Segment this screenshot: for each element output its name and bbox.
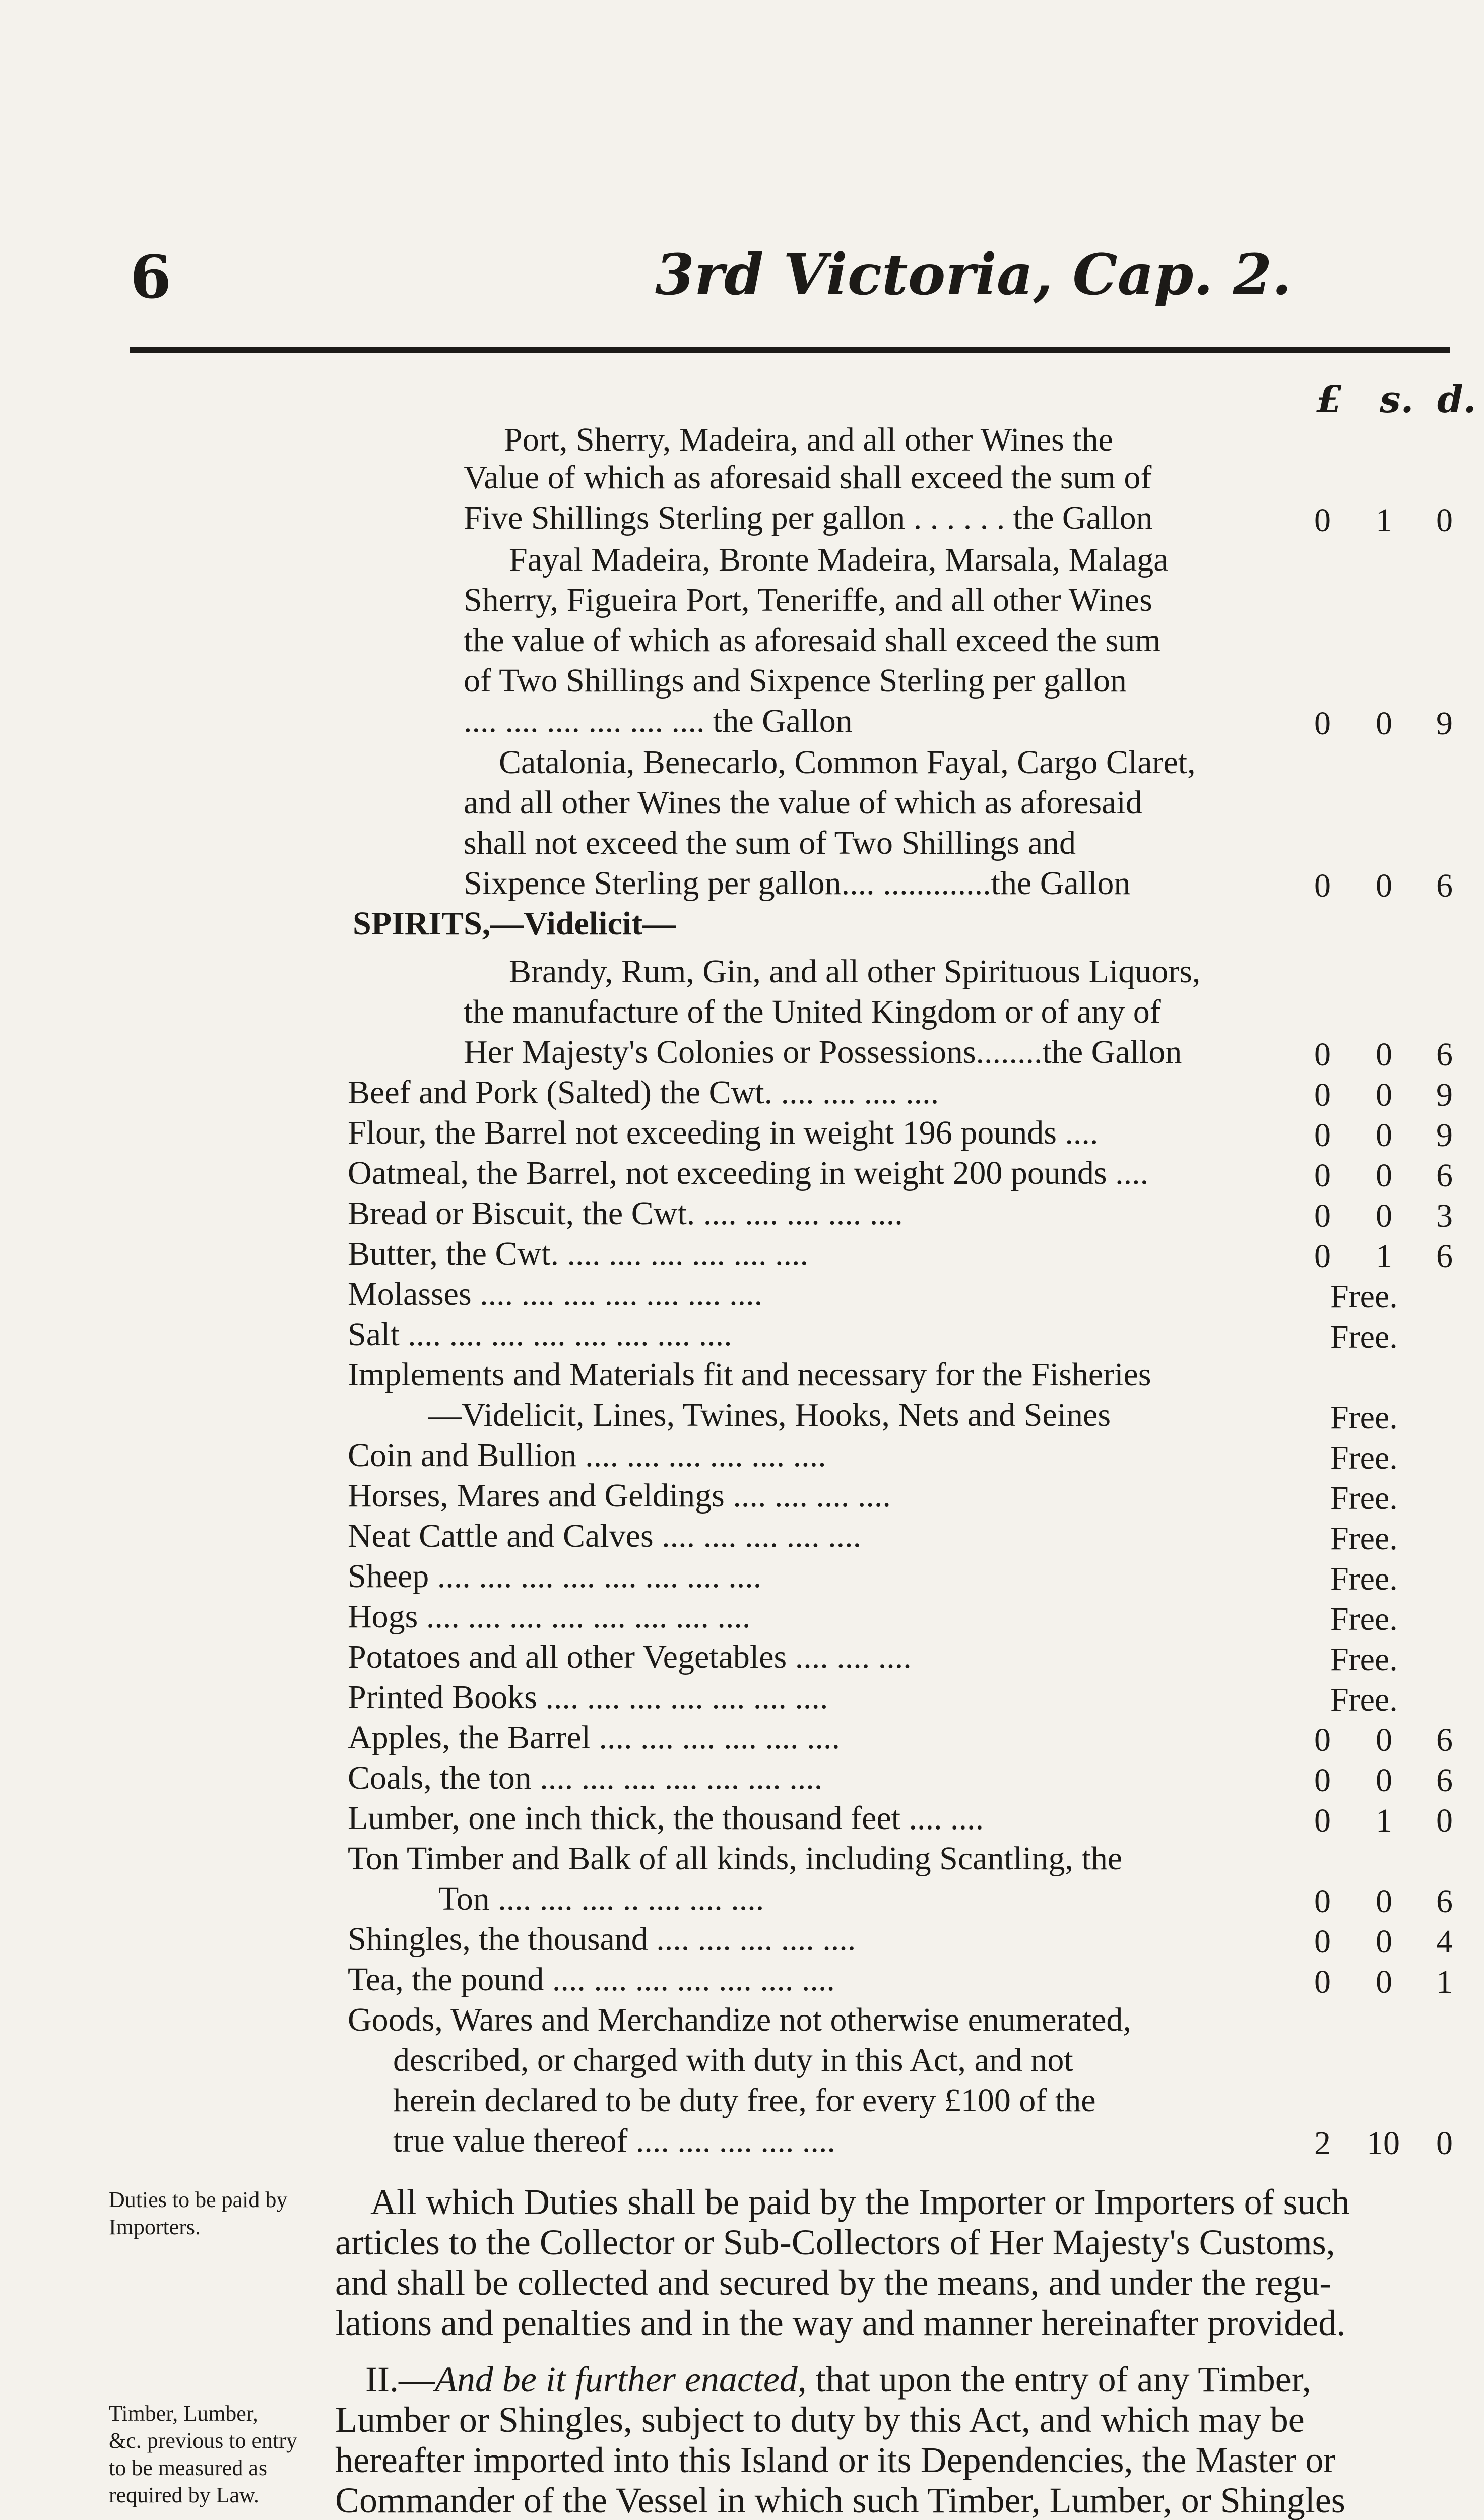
tariff-text: Value of which as aforesaid shall exceed the sum of	[464, 459, 1152, 496]
pence-value: 9	[1436, 1077, 1453, 1113]
tariff-text: Horses, Mares and Geldings .... .... .... ....	[348, 1477, 891, 1514]
pence-value: 1	[1436, 1964, 1453, 2000]
paragraph-line: articles to the Collector or Sub-Collectors of Her Majesty's Customs,	[335, 2222, 1335, 2262]
shillings-value: 1	[1376, 1802, 1392, 1839]
free-value: Free.	[1330, 1278, 1398, 1315]
pence-value: 6	[1436, 867, 1453, 904]
paragraph-line: All which Duties shall be paid by the Importer or Importers of such	[370, 2182, 1350, 2222]
tariff-text: Sheep .... .... .... .... .... .... .... ....	[348, 1558, 762, 1595]
tariff-text: Ton Timber and Balk of all kinds, including Scantling, the	[348, 1840, 1123, 1877]
shillings-value: 0	[1376, 1077, 1392, 1113]
shillings-value: 0	[1376, 1722, 1392, 1758]
tariff-text: Neat Cattle and Calves .... .... .... .... ....	[348, 1518, 862, 1554]
pounds-value: 0	[1314, 1923, 1331, 1960]
paragraph-line: Lumber or Shingles, subject to duty by this Act, and which may be	[335, 2400, 1305, 2440]
pence-value: 6	[1436, 1883, 1453, 1920]
pence-column-header: d.	[1437, 378, 1476, 421]
pounds-value: 0	[1314, 1238, 1331, 1275]
pence-value: 6	[1436, 1722, 1453, 1758]
tariff-text: Brandy, Rum, Gin, and all other Spirituous Liquors,	[509, 953, 1201, 990]
tariff-text: described, or charged with duty in this Act, and not	[393, 2042, 1073, 2078]
free-value: Free.	[1330, 1641, 1398, 1678]
shillings-value: 1	[1376, 1238, 1392, 1275]
margin-note-line: required by Law.	[109, 2483, 260, 2507]
tariff-text: the value of which as aforesaid shall exceed the sum	[464, 622, 1161, 659]
shillings-value: 0	[1376, 1117, 1392, 1154]
tariff-text: Her Majesty's Colonies or Possessions........the Gallon	[464, 1034, 1182, 1070]
tariff-text: Beef and Pork (Salted) the Cwt. .... .... .... ....	[348, 1074, 939, 1111]
paragraph-line: Commander of the Vessel in which such Timber, Lumber, or Shingles	[335, 2480, 1345, 2520]
pounds-value: 0	[1314, 1722, 1331, 1758]
paragraph-line: lations and penalties and in the way and manner hereinafter provided.	[335, 2303, 1346, 2343]
tariff-text: Flour, the Barrel not exceeding in weight 196 pounds ....	[348, 1114, 1099, 1151]
paragraph-first-line	[365, 2359, 1311, 2401]
tariff-text: Tea, the pound .... .... .... .... .... .... ....	[348, 1961, 835, 1998]
pounds-value: 0	[1314, 1762, 1331, 1799]
tariff-text: herein declared to be duty free, for every £100 of the	[393, 2082, 1096, 2119]
pounds-value: 0	[1314, 1117, 1331, 1154]
tariff-text: Hogs .... .... .... .... .... .... .... ....	[348, 1598, 751, 1635]
margin-note-line: Importers.	[109, 2215, 201, 2239]
shillings-column-header: s.	[1380, 378, 1414, 421]
header-rule	[130, 347, 1450, 353]
tariff-text: Shingles, the thousand .... .... .... .... ....	[348, 1921, 856, 1958]
tariff-text: Butter, the Cwt. .... .... .... .... .... ....	[348, 1235, 808, 1272]
tariff-text: true value thereof .... .... .... .... ....	[393, 2122, 835, 2159]
free-value: Free.	[1330, 1681, 1398, 1718]
margin-note-line: &c. previous to entry	[109, 2428, 297, 2453]
pence-value: 6	[1436, 1762, 1453, 1799]
margin-note-line: to be measured as	[109, 2455, 267, 2480]
free-value: Free.	[1330, 1560, 1398, 1597]
pounds-value: 2	[1314, 2125, 1331, 2162]
tariff-text: Printed Books .... .... .... .... .... .... ....	[348, 1679, 828, 1716]
shillings-value: 0	[1376, 1923, 1392, 1960]
pounds-value: 0	[1314, 502, 1331, 539]
margin-note-line: Timber, Lumber,	[109, 2401, 259, 2426]
tariff-text: .... .... .... .... .... .... the Gallon	[464, 703, 853, 739]
tariff-text: Coin and Bullion .... .... .... .... .... ....	[348, 1437, 826, 1474]
enactment-phrase: And be it further enacted,	[434, 2359, 807, 2400]
tariff-text: of Two Shillings and Sixpence Sterling per gallon	[464, 662, 1127, 699]
tariff-text: Oatmeal, the Barrel, not exceeding in weight 200 pounds ....	[348, 1155, 1149, 1191]
tariff-text: SPIRITS,—Videlicit—	[353, 905, 676, 942]
shillings-value: 1	[1376, 502, 1392, 539]
paragraph-text: that upon the entry of any Timber,	[806, 2359, 1311, 2400]
shillings-value: 0	[1376, 1762, 1392, 1799]
shillings-value: 0	[1376, 867, 1392, 904]
tariff-text: Coals, the ton .... .... .... .... .... .... ....	[348, 1759, 823, 1796]
free-value: Free.	[1330, 1318, 1398, 1355]
free-value: Free.	[1330, 1399, 1398, 1436]
pounds-value: 0	[1314, 1802, 1331, 1839]
pence-value: 6	[1436, 1036, 1453, 1073]
pence-value: 0	[1436, 1802, 1453, 1839]
margin-note-duties	[109, 2186, 287, 2241]
tariff-text: Sixpence Sterling per gallon.... .............the Gallon	[464, 865, 1131, 902]
pence-value: 6	[1436, 1157, 1453, 1194]
tariff-text: and all other Wines the value of which as aforesaid	[464, 784, 1142, 821]
shillings-value: 0	[1376, 1157, 1392, 1194]
pounds-value: 0	[1314, 1036, 1331, 1073]
tariff-text: shall not exceed the sum of Two Shillings and	[464, 825, 1076, 861]
page-title: 3rd Victoria, Cap. 2.	[655, 242, 1292, 308]
tariff-text: Potatoes and all other Vegetables .... .... ....	[348, 1639, 912, 1675]
pounds-value: 0	[1314, 1157, 1331, 1194]
pounds-value: 0	[1314, 1883, 1331, 1920]
tariff-text: the manufacture of the United Kingdom or of any of	[464, 993, 1161, 1030]
free-value: Free.	[1330, 1439, 1398, 1476]
pence-value: 6	[1436, 1238, 1453, 1275]
pence-value: 9	[1436, 705, 1453, 742]
pounds-value: 0	[1314, 867, 1331, 904]
shillings-value: 0	[1376, 1036, 1392, 1073]
tariff-text: Sherry, Figueira Port, Teneriffe, and all other Wines	[464, 582, 1152, 618]
pounds-value: 0	[1314, 705, 1331, 742]
shillings-value: 0	[1376, 1198, 1392, 1234]
tariff-text: Bread or Biscuit, the Cwt. .... .... .... .... ....	[348, 1195, 903, 1232]
pounds-value: 0	[1314, 1964, 1331, 2000]
margin-note-timber	[109, 2400, 297, 2509]
tariff-text: Salt .... .... .... .... .... .... .... ....	[348, 1316, 732, 1353]
free-value: Free.	[1330, 1520, 1398, 1557]
free-value: Free.	[1330, 1601, 1398, 1637]
tariff-text: —Videlicit, Lines, Twines, Hooks, Nets and Seines	[428, 1397, 1111, 1433]
pence-value: 3	[1436, 1198, 1453, 1234]
page-number: 6	[130, 242, 172, 312]
pounds-value: 0	[1314, 1198, 1331, 1234]
section-number: II.—	[365, 2359, 435, 2400]
tariff-text: Molasses .... .... .... .... .... .... ....	[348, 1276, 763, 1312]
tariff-text: Ton .... .... .... .. .... .... ....	[438, 1880, 764, 1917]
shillings-value: 0	[1376, 1964, 1392, 2000]
margin-note-line: Duties to be paid by	[109, 2187, 288, 2212]
tariff-text: Five Shillings Sterling per gallon . . . . . . the Gallon	[464, 499, 1153, 536]
tariff-text: Goods, Wares and Merchandize not otherwise enumerated,	[348, 2001, 1131, 2038]
pounds-column-header: £	[1316, 378, 1342, 421]
tariff-text: Implements and Materials fit and necessary for the Fisheries	[348, 1356, 1151, 1393]
tariff-text: Lumber, one inch thick, the thousand feet .... ....	[348, 1800, 984, 1837]
pounds-value: 0	[1314, 1077, 1331, 1113]
shillings-value: 10	[1367, 2125, 1400, 2162]
pence-value: 0	[1436, 502, 1453, 539]
pence-value: 4	[1436, 1923, 1453, 1960]
tariff-text: Catalonia, Benecarlo, Common Fayal, Cargo Claret,	[499, 744, 1196, 781]
shillings-value: 0	[1376, 705, 1392, 742]
pence-value: 0	[1436, 2125, 1453, 2162]
shillings-value: 0	[1376, 1883, 1392, 1920]
pence-value: 9	[1436, 1117, 1453, 1154]
tariff-text: Fayal Madeira, Bronte Madeira, Marsala, Malaga	[509, 541, 1169, 578]
tariff-text: Port, Sherry, Madeira, and all other Wines the	[504, 421, 1113, 458]
tariff-text: Apples, the Barrel .... .... .... .... .... ....	[348, 1719, 841, 1756]
paragraph-line: and shall be collected and secured by the means, and under the regu-	[335, 2262, 1332, 2303]
paragraph-line: hereafter imported into this Island or its Dependencies, the Master or	[335, 2440, 1336, 2480]
free-value: Free.	[1330, 1480, 1398, 1517]
